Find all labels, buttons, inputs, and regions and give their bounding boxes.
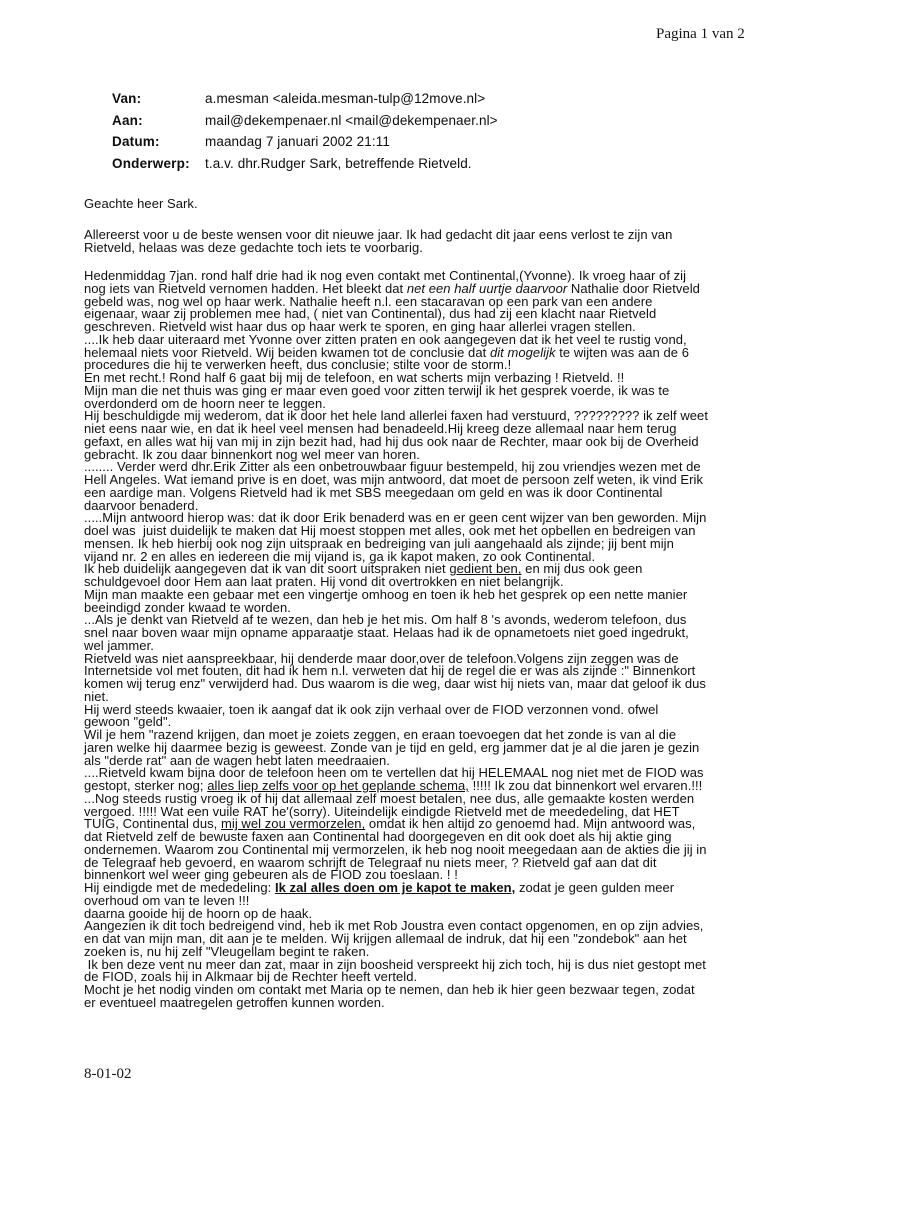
body-line: Allereerst voor u de beste wensen voor dit nieuwe jaar. Ik had gedacht dit jaar eens verlost te zijn van <box>84 227 673 242</box>
field-label-van: Van: <box>112 91 142 106</box>
body-line: er eventueel maatregelen getroffen kunnen worden. <box>84 994 385 1010</box>
body-line: ...Als je denkt van Rietveld af te wezen, dan heb je het mis. Om half 8 's avonds, wederom telefoon, dus <box>84 612 687 628</box>
body-line: nog iets van Rietveld vernomen hadden. Het bleekt dat net een half uurtje daarvoor Nathalie door Rietveld <box>84 280 700 296</box>
salutation: Geachte heer Sark. <box>84 196 198 211</box>
body-line: .....Mijn antwoord hierop was: dat ik door Erik benaderd was en er geen cent wijzer van ben geworden. Mijn <box>84 510 707 526</box>
body-line: Mijn man die net thuis was ging er maar even goed voor zitten terwijl ik het gesprek voerde, ik was te <box>84 382 670 398</box>
body-line: Hij eindigde met de mededeling: Ik zal alles doen om je kapot te maken, zodat je geen gulden meer <box>84 880 675 895</box>
body-line: niet. <box>84 688 109 704</box>
intro-paragraph <box>84 229 672 255</box>
body-line: de FIOD, zoals hij in Alkmaar bij de Rechter heeft verteld. <box>84 969 418 985</box>
body-line: Rietveld was niet aanspreekbaar, hij denderde maar door,over de telefoon.Volgens zijn zeggen was de <box>84 650 679 666</box>
body-line: overdonderd om de hoorn neer te leggen. <box>84 395 326 411</box>
body-line: wel jammer. <box>84 637 154 653</box>
body-line: Ik heb duidelijk aangegeven dat ik van dit soort uitspraken niet gedient ben, en mij dus ook geen <box>84 561 643 577</box>
body-line: Aangezien ik dit toch bedreigend vind, heb ik met Rob Joustra even contact opgenomen, en op zijn advies, <box>84 918 704 934</box>
body-line: vijand nr. 2 en alles en iedereen die mij vijand is, ga ik kapot maken, zo ook Continental. <box>84 548 596 564</box>
field-label-onderwerp: Onderwerp: <box>112 155 190 171</box>
body-line: doel was juist duidelijk te maken dat Hij moest stoppen met alles, ook met het opbellen en bedreigen van <box>84 523 696 538</box>
body-line: jaren welke hij daarmee bezig is geweest. Zonde van je tijd en geld, erg jammer dat je al die jaren je gezin <box>84 739 700 755</box>
body-line: daarvoor benaderd. <box>84 497 199 513</box>
email-body <box>84 270 708 1010</box>
body-line: beeindigd zonder kwaad te worden. <box>84 599 291 615</box>
body-line: ........ Verder werd dhr.Erik Zitter als een onbetrouwbaar figuur bestempeld, hij zou vriendjes wezen met de <box>84 459 701 475</box>
footer-date: 8-01-02 <box>84 1066 132 1082</box>
body-line: snel naar boven waar mijn opname apparaatje staat. Helaas had ik de opnametoets niet goed ingedrukt, <box>84 625 689 640</box>
email-header <box>112 88 498 174</box>
body-line: Hij werd steeds kwaaier, toen ik aangaf dat ik ook zijn verhaal over de FIOD verzonnen vond. ofwel <box>84 701 659 717</box>
body-line: Hedenmiddag 7jan. rond half drie had ik nog even contakt met Continental,(Yvonne). Ik vroeg haar of zij <box>84 268 687 283</box>
body-line: helemaal niets voor Rietveld. Wij beiden kwamen tot de conclusie dat dit mogelijk te wijten was aan de 6 <box>84 344 689 360</box>
body-line: de Telegraaf heb gevoerd, en waarom schrijft de Telegraaf nu niets meer, ? Rietveld gaf aan dat dit <box>84 854 657 870</box>
body-line: Rietveld, helaas was deze gedachte toch iets te voorbarig. <box>84 239 423 255</box>
header-field-aan <box>112 110 498 132</box>
page-indicator: Pagina 1 van 2 <box>656 26 745 42</box>
body-line: gebeld was, nog wel op haar werk. Nathalie heeft n.l. een stacaravan op een park van een andere <box>84 293 653 309</box>
header-field-van <box>112 88 498 110</box>
body-line: ...Nog steeds rustig vroeg ik of hij dat allemaal zelf moest betalen, nee dus, alle gemaakte kosten werden <box>84 790 695 806</box>
body-line: Hell Angeles. Wat iemand prive is en doet, was mijn antwoord, dat moet de persoon zelf weten, ik vind Erik <box>84 472 704 487</box>
body-line: ....Rietveld kwam bijna door de telefoon heen om te vertellen dat hij HELEMAAL nog niet met de FIOD was <box>84 765 704 781</box>
body-line: Mijn man maakte een gebaar met een vingertje omhoog en toen ik heb het gesprek op een nette manier <box>84 586 688 602</box>
field-value-van: a.mesman <aleida.mesman-tulp@12move.nl> <box>205 91 486 106</box>
body-line: Hij beschuldigde mij wederom, dat ik door het hele land allerlei faxen had verstuurd, ????????? ik zelf weet <box>84 408 708 424</box>
body-line: Internetside vol met fouten, dit had ik hem n.l. verweten dat hij de regel die er was als zijnde :" Binnenkort <box>84 663 696 679</box>
field-label-datum: Datum: <box>112 134 160 149</box>
body-line: gewoon "geld". <box>84 714 172 730</box>
body-line: ondernemen. Waarom zou Continental mij vermorzelen, ik heb nog nooit meegedaan aan de akties die jij in <box>84 841 707 857</box>
field-value-aan: mail@dekempenaer.nl <mail@dekempenaer.nl> <box>205 112 498 128</box>
body-line: En met recht.! Rond half 6 gaat bij mij de telefoon, en wat scherts mijn verbazing ! Rietveld. !! <box>84 370 625 385</box>
body-line: overhoud om van te leven !!! <box>84 892 250 908</box>
body-line: gebracht. Ik zou daar binnenkort nog wel meer van horen. <box>84 446 420 462</box>
field-value-datum: maandag 7 januari 2002 21:11 <box>205 134 390 149</box>
header-field-onderwerp <box>112 153 498 175</box>
body-line: komen wij terug enz" verwijderd had. Dus waarom is die weg, daar wist hij niets van, maar dat geloof ik dus <box>84 676 706 691</box>
body-line: Mocht je het nodig vinden om contakt met Maria op te nemen, dan heb ik hier geen bezwaar tegen, zodat <box>84 982 695 997</box>
body-line: ....Ik heb daar uiteraard met Yvonne over zitten praten en ook aangegeven dat ik het veel te rustig vond, <box>84 331 687 347</box>
body-line: dat Rietveld zelf de bewuste faxen aan Continental had doorgegeven en dit ook doet als hij aktie ging <box>84 829 672 844</box>
body-line: gestopt, sterker nog; alles liep zelfs voor op het geplande schema, !!!!! Ik zou dat binnenkort wel ervaren.!!! <box>84 778 703 793</box>
body-line: niet eens naar wie, en dat ik heel veel mensen had benadeeld.Hij kreeg deze allemaal naar hem terug <box>84 421 677 436</box>
body-line: procedures die hij te verwerken heeft, dus conclusie; stilte voor de storm.! <box>84 357 512 373</box>
body-line: als "derde rat" aan de wagen hebt laten meedraaien. <box>84 752 390 768</box>
body-line: binnenkort wel weer ging gebeuren als de FIOD zou toeslaan. ! ! <box>84 867 458 883</box>
field-label-aan: Aan: <box>112 112 143 128</box>
body-line: TUIG, Continental dus, mij wel zou vermorzelen, omdat ik hen altijd zo genoemd had. Mijn antwoord was, <box>84 816 696 832</box>
body-line: gefaxt, en alles wat hij van mij in zijn bezit had, had hij dus ook naar de Rechter, maar ook bij de Overheid <box>84 433 699 449</box>
header-field-datum <box>112 131 498 153</box>
body-line: Ik ben deze vent nu meer dan zat, maar in zijn boosheid verspreekt hij zich toch, hij is dus niet gestopt met <box>84 956 706 972</box>
body-line: vergoed. !!!!! Wat een vuile RAT he'(sorry). Uiteindelijk eindigde Rietveld met de meededeling, dat HET <box>84 803 680 819</box>
body-line: schuldgevoel door Hem aan laat praten. Hij vond dit overtrokken en niet belangrijk. <box>84 574 564 589</box>
body-line: eigenaar, waar zij problemen mee had, ( niet van Continental), dus had zij een klacht naar Rietveld <box>84 306 657 322</box>
body-line: een aardige man. Volgens Rietveld had ik met SBS meegedaan om geld en was ik door Continental <box>84 484 663 500</box>
body-line: en dat van mijn man, dit aan je te melden. Wij krijgen allemaal de indruk, dat hij een "zondebok" aan het <box>84 931 687 946</box>
body-line: Wil je hem "razend krijgen, dan moet je zoiets zeggen, en eraan toevoegen dat het zonde is van al die <box>84 727 677 742</box>
field-value-onderwerp: t.a.v. dhr.Rudger Sark, betreffende Rietveld. <box>205 155 472 171</box>
body-line: daarna gooide hij de hoorn op de haak. <box>84 905 313 921</box>
body-line: mensen. Ik heb hierbij ook nog zijn uitspraak en bedreiging van juli aangehaald als zijnde; jij bent mijn <box>84 535 674 551</box>
body-line: zoeken is, nu hij zelf "Vleugellam begint te raken. <box>84 943 370 959</box>
body-line: geschreven. Rietveld wist haar dus op haar werk te sporen, en ging haar allerlei vragen stellen. <box>84 319 636 334</box>
